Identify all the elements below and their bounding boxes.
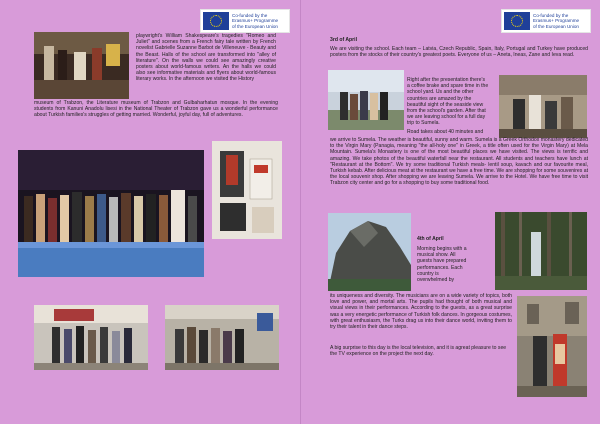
day4-closing: A big surprise to this day is the local television, and it is agreat pleasure to see the TV experience on the project the next day. [330, 345, 507, 358]
photo-performance-stage [34, 32, 129, 99]
logo-line-3: of the European Union [232, 23, 278, 29]
logo-line-1: Co-funded by the [232, 13, 268, 19]
photo-cast-on-stage [18, 150, 204, 277]
photo-coffee-break [499, 75, 587, 138]
erasmus-logo-left [200, 9, 290, 33]
eu-flag-icon [203, 12, 229, 30]
photo-mountain-monastery [328, 213, 411, 291]
day3-road-text: Road takes about 40 minutes and [407, 129, 484, 135]
continued-paragraph: museum of Trabzon, the Literature museum of Trabzon and Gulbaharhatun mosque. In the evening students from Kanuni Anadolu lisesi in the National Theater of Trabzon gave us a wonderful performance about Turkish families's struggles of getting married. Wonderful, joyful day, full of adventures. [34, 100, 278, 119]
erasmus-logo [501, 9, 591, 33]
photo-forest-waterfall [495, 212, 587, 290]
logo-line-2: Erasmus+ Programme [232, 18, 279, 24]
logo-line-1: Co-funded by the [533, 13, 569, 19]
right-page [300, 0, 600, 424]
day4-heading: 4th of April [417, 236, 444, 242]
day3-body: we arrive to Sumela. The weather is beautiful, sunny and warm. Sumela is a Greek Orthodox monastery dedicated to the Virgin Mary (Panagia, meaning "the all-holy one" in Greek, a title often used for the Virgin Mary) at Mela Mountain. Sumela's Monastery is one of the most beautiful places we have visited. The views is terrific and amazing. We take photos of the beautiful waterfall near the restaurant. All students and teachers have lunch at "Restaurant at the Bottom". We try some traditional Turkish meals- lentil soup, kavach and our favourite meal, Turkish kebab. After delicious meat at the restaurant we have a free time. We are shopping for some souvenires at the local souvenir shop. After shopping we are leaving Sumela. We arrive to the Hotel. We have free time to visit Trabzon city center and go for a shopping to buy some traditional food. [330, 137, 588, 187]
day3-intro: We are visiting the school. Each team – Latvia, Czech Republic, Spain, Italy, Portugal and Turkey have produced posters from the stocks of their country's greatest poets. Everyone of us – Aneta, Ineas, Zane and Ieva read. [330, 46, 588, 59]
photo-school-yard-group [328, 70, 404, 130]
day4-side-text: Morning begins with a musical show. All guests have prepared performances. Each country is overwhelmed by [417, 246, 467, 284]
day3-side-text: Right after the presentation there's a coffee brake and spare time in the school yard. Us and the other countries are amazed by the beautiful sight of the seaside view from the school's garden. After that we are leaving school for a full day trip to Sumela. [407, 77, 489, 127]
photo-museum-group [165, 305, 279, 370]
day3-heading: 3rd of April [330, 37, 357, 43]
photo-costumes [212, 141, 282, 239]
photo-classroom [34, 305, 148, 370]
logo-line-2: Erasmus+ Programme [533, 18, 580, 24]
photo-tv-interview [517, 296, 587, 397]
intro-paragraph: playwright's William Shakespeare's tragedies "Romeo and Juliet" and scenes from a French fairy tale written by French novelist Gabrielle Suzanne Barbot de Villeneuve - Beauty and the Beast. Halls of the school are transformed into "alley of literature". On the walls we could see amazingly creative posters about world-famous writers. An the halls we could also see informative materials and flyers about world-famous literary works. In the afternoon we visited the History [136, 33, 276, 83]
logo-line-3: of the European Union [533, 23, 579, 29]
day4-body: its uniqueness and diversity. The musicians are on a wide variety of topics, both love and power, and mortal arts. The pupils had thought of both musical and visual views in their performances. According to the guests, as a great surprise was a very energetic performance of Turkish folk dances. In gorgeous costumes, with great enthusiasm, the Turks drag us into their dance world, inviting them to try their talent in their dance steps. [330, 293, 512, 331]
eu-flag-icon [504, 12, 530, 30]
